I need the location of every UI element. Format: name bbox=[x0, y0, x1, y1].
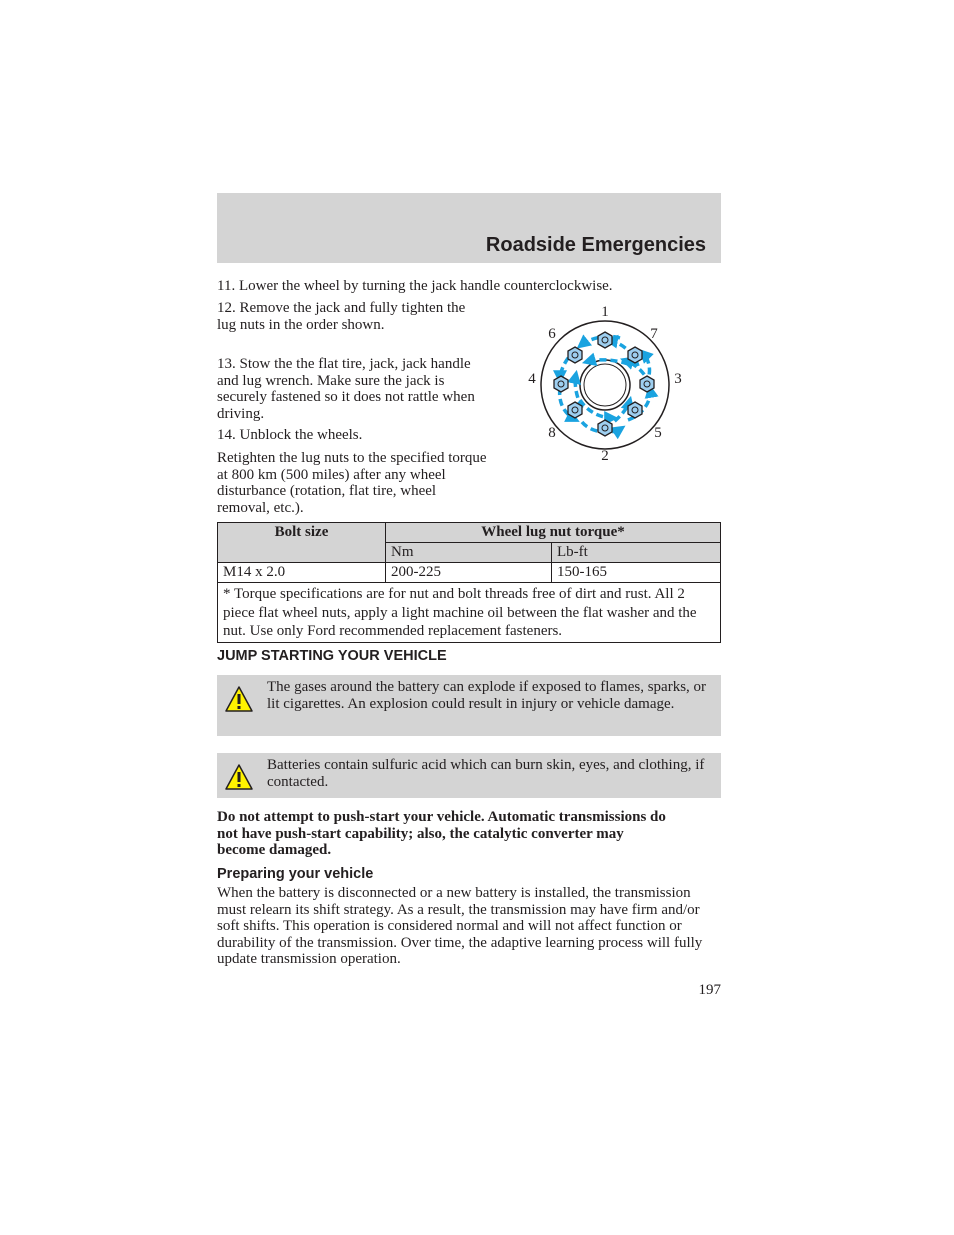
warning-text-acid: Batteries contain sulfuric acid which can burn skin, eyes, and clothing, if contacted. bbox=[267, 757, 705, 790]
warning-box-acid bbox=[217, 753, 721, 798]
step-13: 13. Stow the the flat tire, jack, jack handle and lug wrench. Make sure the jack is securely fastened so it does not rattle when driving. bbox=[217, 356, 475, 422]
table-header-bolt-size: Bolt size bbox=[218, 523, 386, 563]
lug-nut-4 bbox=[554, 376, 568, 392]
label-5: 5 bbox=[654, 425, 662, 441]
label-2: 2 bbox=[601, 448, 609, 464]
table-unit-lbft: Lb-ft bbox=[552, 543, 721, 563]
lug-nut-1 bbox=[598, 332, 612, 348]
table-header-torque: Wheel lug nut torque* bbox=[386, 523, 721, 543]
label-4: 4 bbox=[528, 371, 536, 387]
warning-box-explosion bbox=[217, 675, 721, 736]
table-footnote: * Torque specifications are for nut and bolt threads free of dirt and rust. All 2 piece flat wheel nuts, apply a light machine oil between the flat washer and the nut. Use only Ford recommended replacement fasteners. bbox=[218, 583, 721, 643]
label-7: 7 bbox=[650, 326, 658, 342]
lug-nut-6 bbox=[568, 347, 582, 363]
lug-nut-8 bbox=[568, 402, 582, 418]
label-3: 3 bbox=[674, 371, 682, 387]
table-unit-nm: Nm bbox=[386, 543, 552, 563]
table-cell-lbft: 150-165 bbox=[552, 563, 721, 583]
table-row bbox=[218, 563, 721, 583]
label-6: 6 bbox=[548, 326, 556, 342]
wheel-hub-bore bbox=[580, 360, 630, 410]
preparing-body: When the battery is disconnected or a new battery is installed, the transmission must relearn its shift strategy. As a result, the transmission may have firm and/or soft shifts. This operation is considered normal and will not affect function or durability of the transmission. Over time, the adaptive learning process will fully update transmission operation. bbox=[217, 885, 703, 967]
push-start-notice: Do not attempt to push-start your vehicle. Automatic transmissions do not have push-start capability; also, the catalytic converter may become damaged. bbox=[217, 809, 666, 858]
subheading-preparing: Preparing your vehicle bbox=[217, 866, 374, 882]
page-number: 197 bbox=[698, 982, 721, 998]
step-11: 11. Lower the wheel by turning the jack handle counterclockwise. bbox=[217, 278, 613, 294]
lug-nut-2 bbox=[598, 420, 612, 436]
lug-nut-5 bbox=[628, 402, 642, 418]
lug-nut-order-diagram bbox=[520, 300, 695, 465]
label-1: 1 bbox=[601, 304, 609, 320]
table-cell-bolt: M14 x 2.0 bbox=[218, 563, 386, 583]
step-14: 14. Unblock the wheels. bbox=[217, 427, 363, 443]
page-title: Roadside Emergencies bbox=[485, 234, 706, 256]
step-12: 12. Remove the jack and fully tighten the lug nuts in the order shown. bbox=[217, 300, 466, 333]
label-8: 8 bbox=[548, 425, 556, 441]
section-heading-jump-start: JUMP STARTING YOUR VEHICLE bbox=[217, 648, 447, 664]
lug-nut-7 bbox=[628, 347, 642, 363]
warning-triangle-icon bbox=[224, 763, 254, 791]
lug-nut-3 bbox=[640, 376, 654, 392]
header-band bbox=[217, 193, 721, 263]
torque-table bbox=[217, 522, 721, 643]
retighten-note: Retighten the lug nuts to the specified torque at 800 km (500 miles) after any wheel disturbance (rotation, flat tire, wheel removal, etc.). bbox=[217, 450, 487, 516]
table-cell-nm: 200-225 bbox=[386, 563, 552, 583]
warning-triangle-icon bbox=[224, 685, 254, 713]
warning-text-explosion: The gases around the battery can explode if exposed to flames, sparks, or lit cigarettes. An explosion could result in injury or vehicle damage. bbox=[267, 679, 707, 712]
